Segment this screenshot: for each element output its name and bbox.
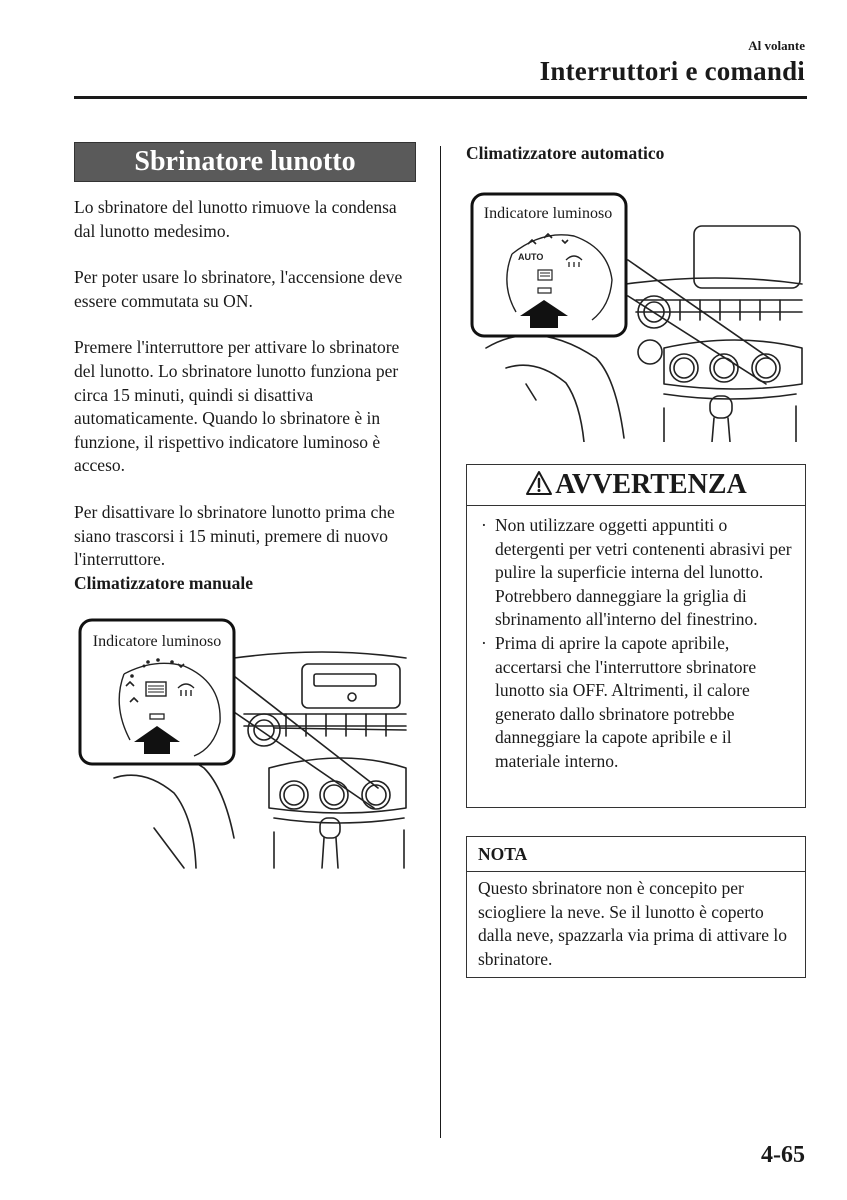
left-column (74, 142, 416, 595)
auto-indicator-label: Indicatore luminoso (483, 205, 613, 222)
paragraph-activate: Premere l'interruttore per attivare lo sbrinatore del lunotto. Lo sbrinatore lunotto funziona per circa 15 minuti, quindi si disattiva automaticamente. Quando lo sbrinatore è in funzione, il rispettivo indicatore luminoso è acceso. (74, 337, 400, 476)
manual-climate-drawing (74, 618, 410, 872)
warning-item-text: Prima di aprire la capote apribile, accertarsi che l'interruttore sbrinatore lunotto sia OFF. Altrimenti, il calore generato dallo sbrinatore potrebbe danneggiare la capote apribile e il materiale interno. (495, 632, 757, 771)
auto-climate-illustration (466, 188, 806, 442)
manual-climate-heading: Climatizzatore manuale (74, 572, 254, 593)
header-section-label: Al volante (748, 38, 805, 53)
warning-title: AVVERTENZA (555, 469, 747, 500)
auto-climate-heading: Climatizzatore automatico (466, 143, 665, 163)
note-box (466, 836, 806, 978)
warning-header (467, 465, 805, 506)
auto-knob-text: AUTO (518, 252, 544, 262)
page-header-title: Interruttori e comandi (539, 56, 805, 86)
warning-item: · Non utilizzare oggetti appuntiti o detergenti per vetri contenenti abrasivi per pulire la superficie interna del lunotto. Potrebbero danneggiare la griglia di sbrinamento all'interno del finestrino. (481, 515, 792, 630)
note-title: NOTA (467, 837, 805, 872)
paragraph-intro: Lo sbrinatore del lunotto rimuove la condensa dal lunotto medesimo. (74, 197, 397, 241)
warning-list (467, 514, 805, 774)
column-divider (440, 146, 441, 1138)
paragraph-deactivate: Per disattivare lo sbrinatore lunotto prima che siano trascorsi i 15 minuti, premere di nuovo l'interruttore. (74, 501, 395, 570)
warning-item: · Prima di aprire la capote apribile, accertarsi che l'interruttore sbrinatore lunotto sia OFF. Altrimenti, il calore generato dallo sbrinatore potrebbe danneggiare la capote apribile e il materiale interno. (481, 632, 757, 771)
section-title: Sbrinatore lunotto (74, 142, 416, 182)
manual-indicator-label: Indicatore luminoso (92, 633, 222, 650)
manual-climate-illustration (74, 618, 410, 872)
paragraph-ignition: Per poter usare lo sbrinatore, l'accensione deve essere commutata su ON. (74, 267, 403, 311)
warning-item-text: Non utilizzare oggetti appuntiti o detergenti per vetri contenenti abrasivi per pulire la superficie interna del lunotto. Potrebbero danneggiare la griglia di sbrinamento all'interno del finestrino. (495, 515, 792, 630)
header-rule (74, 96, 807, 99)
auto-climate-drawing (466, 188, 806, 442)
note-text: Questo sbrinatore non è concepito per sciogliere la neve. Se il lunotto è coperto dalla neve, spazzarla via prima di attivare lo sbrinatore. (478, 878, 788, 969)
warning-triangle-icon (525, 468, 553, 508)
warning-box (466, 464, 806, 808)
page-number: 4-65 (761, 1142, 805, 1168)
